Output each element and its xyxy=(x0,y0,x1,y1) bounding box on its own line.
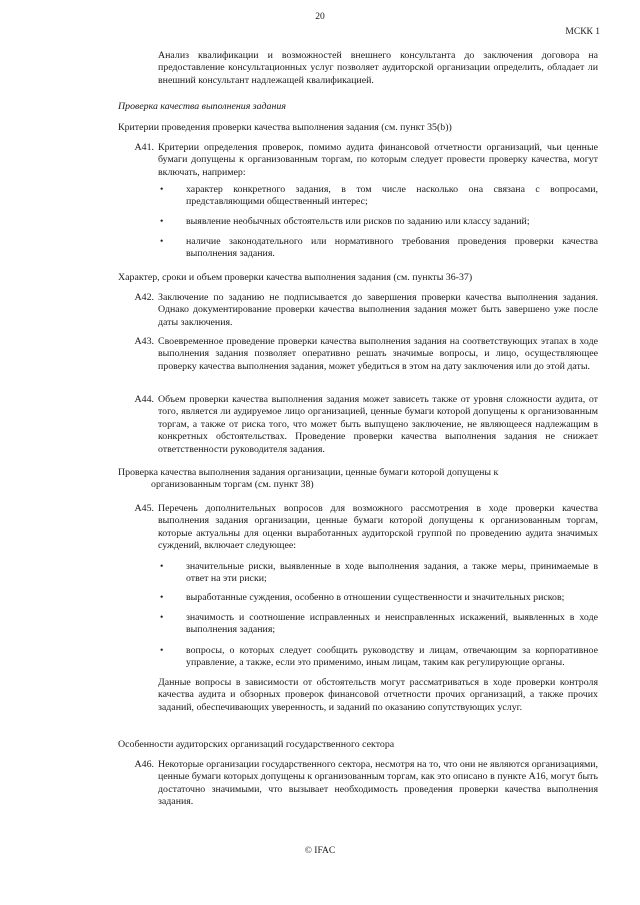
paragraph-number-a44: A44. xyxy=(134,394,154,405)
a45-bullet-2: выработанные суждения, особенно в отношении существенности и значительных рисков; xyxy=(186,592,565,603)
paragraph-a44: Объем проверки качества выполнения задания может зависеть также от уровня сложности аудита, от того, является ли аудируемое лицо организацией, ценные бумаги которой допущены к организованным торгам, а также от риска того, что может быть выпущено заключение, не являющееся надлежащим в конкретных обстоятельствах. Проведение проверки качества выполнения задания не снижает ответственности руководителя задания. xyxy=(158,394,598,455)
paragraph-a45: Перечень дополнительных вопросов для возможного рассмотрения в ходе проверки качества выполнения задания организации, ценные бумаги которой допущены к организованным торгам, которые актуальны для оценки выработанных аудиторской группой по проведению аудита значимых суждений, включает следующее: xyxy=(158,503,598,552)
paragraph-number-a42: A42. xyxy=(134,292,154,303)
paragraph-number-a46: A46. xyxy=(134,759,154,770)
paragraph-a43: Своевременное проведение проверки качества выполнения задания на соответствующих этапах в ходе выполнения задания позволяет оперативно решать значимые вопросы, и лицо, осуществляющее проверку качества выполнения задания, может убедиться в этом на дату заключения или до этой даты. xyxy=(158,336,598,372)
criteria-heading: Критерии проведения проверки качества выполнения задания (см. пункт 35(b)) xyxy=(118,122,452,133)
bullet-icon: • xyxy=(160,613,164,623)
copyright-footer: © IFAC xyxy=(304,846,336,856)
listed-heading-line-1: Проверка качества выполнения задания организации, ценные бумаги которой допущены к xyxy=(118,467,499,478)
paragraph-a42: Заключение по заданию не подписывается до завершения проверки качества выполнения задания. Однако документирование проверки качества выполнения задания может быть завершено уже после даты заключения. xyxy=(158,292,598,328)
listed-heading xyxy=(118,467,598,492)
a45-bullet-1: значительные риски, выявленные в ходе выполнения задания, а также меры, принимаемые в ответ на эти риски; xyxy=(186,561,598,585)
timing-heading: Характер, сроки и объем проверки качества выполнения задания (см. пункты 36-37) xyxy=(118,272,473,283)
bullet-icon: • xyxy=(160,185,164,195)
paragraph-number-a43: A43. xyxy=(134,336,154,347)
section-title: Проверка качества выполнения задания xyxy=(118,101,286,112)
a41-bullet-2: выявление необычных обстоятельств или рисков по заданию или классу заданий; xyxy=(186,216,530,227)
a45-bullet-3: значимость и соотношение исправленных и неисправленных искажений, выявленных в ходе выполнения задания; xyxy=(186,612,598,636)
bullet-icon: • xyxy=(160,593,164,603)
document-code: МСКК 1 xyxy=(565,27,600,37)
paragraph-number-a41: A41. xyxy=(134,142,154,153)
bullet-icon: • xyxy=(160,646,164,656)
paragraph-a46: Некоторые организации государственного сектора, несмотря на то, что они не являются организациями, ценные бумаги которых допущены к организованным торгам, как это описано в пункте A16, могут быть достаточно значимыми, что вызывает необходимость проведения проверки качества выполнения задания. xyxy=(158,759,598,808)
paragraph-a41: Критерии определения проверок, помимо аудита финансовой отчетности организаций, чьи ценные бумаги допущены к организованным торгам, по которым следует провести проверку качества, могут включать, например: xyxy=(158,142,598,178)
bullet-icon: • xyxy=(160,217,164,227)
a45-bullet-4: вопросы, о которых следует сообщить руководству и лицам, отвечающим за корпоративное управление, а также, если это применимо, иным лицам, таким как регулирующие органы. xyxy=(186,645,598,669)
a41-bullet-3: наличие законодательного или нормативного требования проведения проверки качества выполнения задания. xyxy=(186,236,598,260)
intro-paragraph: Анализ квалификации и возможностей внешнего консультанта до заключения договора на предоставление консультационных услуг позволяет аудиторской организации определить, обладает ли внешний консультант надлежащей квалификацией. xyxy=(158,50,598,86)
bullet-icon: • xyxy=(160,562,164,572)
page-number: 20 xyxy=(315,12,325,22)
paragraph-a45-closing: Данные вопросы в зависимости от обстоятельств могут рассматриваться в ходе проверки контроля качества аудита и обзорных проверок финансовой отчетности прочих организаций, а также прочих заданий, обеспечивающих уверенность, и заданий по оказанию сопутствующих услуг. xyxy=(158,677,598,713)
listed-heading-line-2: организованным торгам (см. пункт 38) xyxy=(151,479,314,491)
a41-bullet-1: характер конкретного задания, в том числе насколько она связана с вопросами, представляющими общественный интерес; xyxy=(186,184,598,208)
public-sector-heading: Особенности аудиторских организаций государственного сектора xyxy=(118,739,395,750)
bullet-icon: • xyxy=(160,237,164,247)
paragraph-number-a45: A45. xyxy=(134,503,154,514)
